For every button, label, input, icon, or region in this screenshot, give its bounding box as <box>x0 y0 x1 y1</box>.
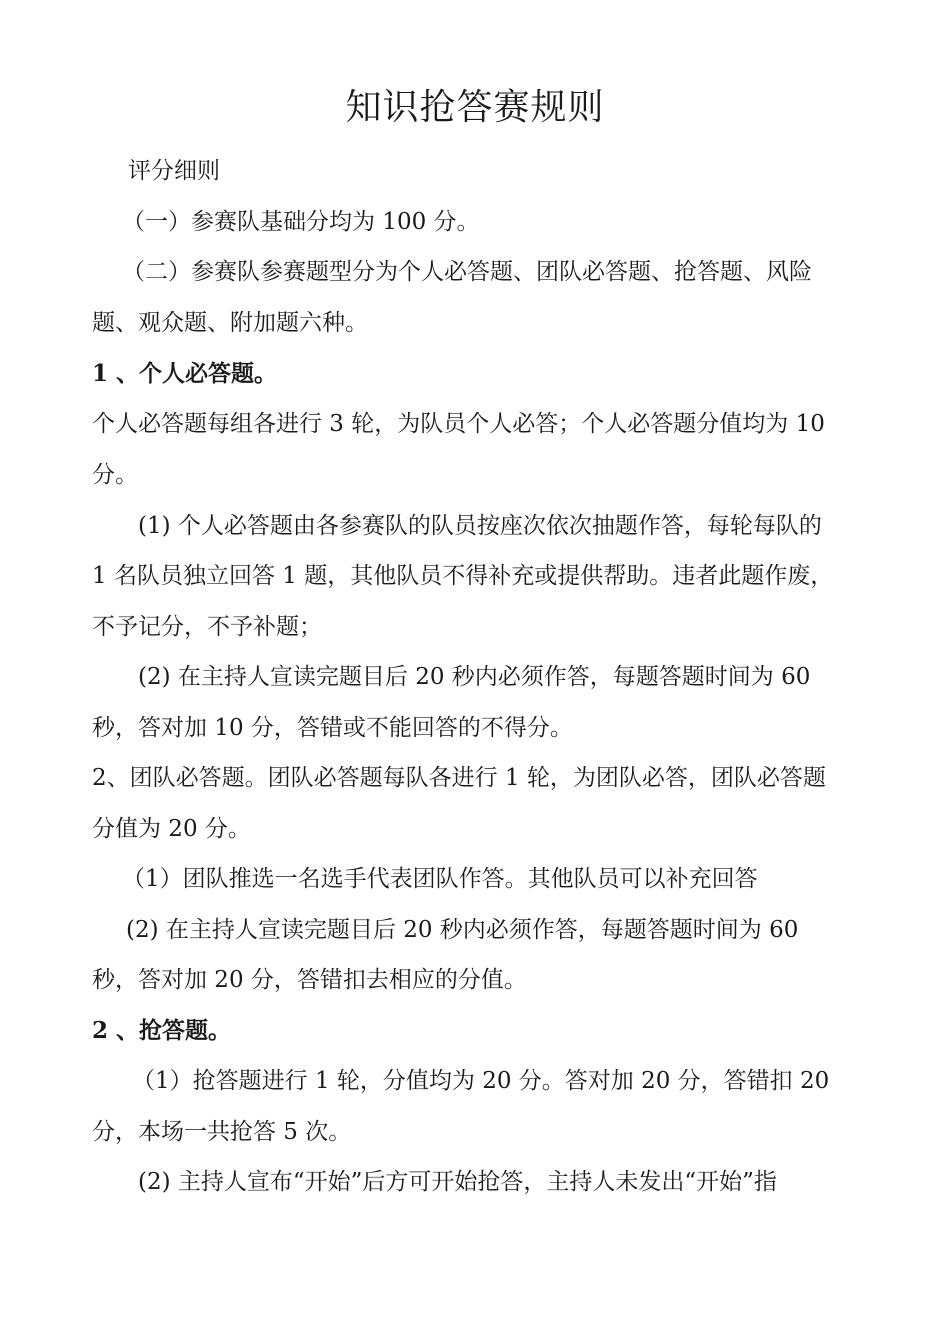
paragraph-line: 2、团队必答题。团队必答题每队各进行 1 轮，为团队必答，团队必答题 <box>92 765 826 791</box>
section-heading: 评分细则 <box>128 158 220 184</box>
subsection-heading: 1 、个人必答题。 <box>92 360 278 387</box>
paragraph-line: (2) 主持人宣布“开始”后方可开始抢答，主持人未发出“开始”指 <box>138 1169 777 1195</box>
paragraph-line: (1) 个人必答题由各参赛队的队员按座次依次抽题作答，每轮每队的 <box>138 513 822 539</box>
subsection-heading: 2 、抢答题。 <box>92 1017 232 1044</box>
paragraph-line: 分。 <box>92 462 138 488</box>
paragraph-line: （二）参赛队参赛题型分为个人必答题、团队必答题、抢答题、风险 <box>122 259 812 285</box>
paragraph-line: 秒，答对加 20 分，答错扣去相应的分值。 <box>92 967 527 993</box>
document-title: 知识抢答赛规则 <box>345 87 605 128</box>
paragraph-line: 分值为 20 分。 <box>92 816 251 842</box>
paragraph-line: 分，本场一共抢答 5 次。 <box>92 1119 352 1145</box>
paragraph-line: （1）抢答题进行 1 轮，分值均为 20 分。答对加 20 分，答错扣 20 <box>132 1068 830 1094</box>
paragraph-line: 不予记分，不予补题； <box>92 614 322 640</box>
paragraph-line: （1）团队推选一名选手代表团队作答。其他队员可以补充回答 <box>122 866 758 892</box>
paragraph-line: (2) 在主持人宣读完题目后 20 秒内必须作答，每题答题时间为 60 <box>126 917 799 943</box>
paragraph-line: （一）参赛队基础分均为 100 分。 <box>122 209 480 235</box>
paragraph-line: 1 名队员独立回答 1 题，其他队员不得补充或提供帮助。违者此题作废， <box>92 563 834 589</box>
paragraph-line: 秒，答对加 10 分，答错或不能回答的不得分。 <box>92 715 573 741</box>
paragraph-line: 个人必答题每组各进行 3 轮，为队员个人必答；个人必答题分值均为 10 <box>92 411 825 437</box>
paragraph-line: (2) 在主持人宣读完题目后 20 秒内必须作答，每题答题时间为 60 <box>138 664 811 690</box>
paragraph-line: 题、观众题、附加题六种。 <box>92 310 368 336</box>
